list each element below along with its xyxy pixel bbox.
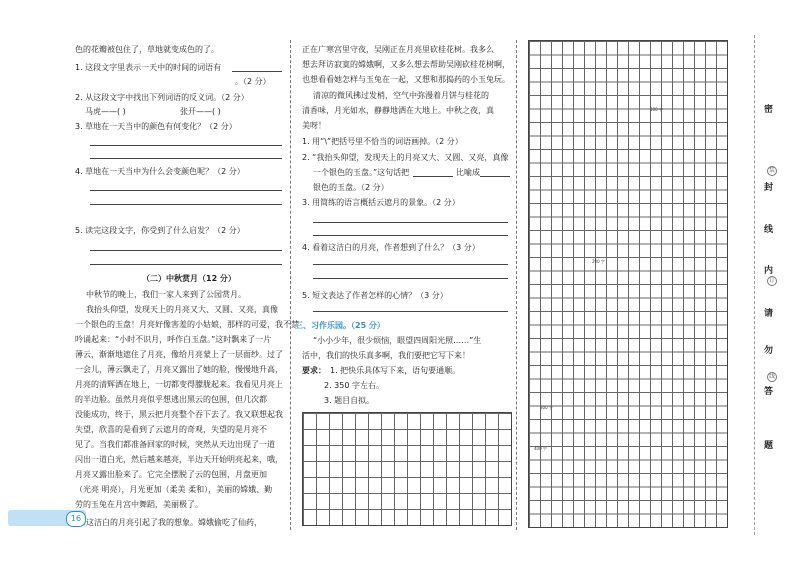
seal-circle: 线 [768,373,775,380]
passage-line: 我抬头仰望，发现天上的月亮又大、又圆、又亮，真像 [86,305,278,314]
passage-line: 薄云，渐渐地遮住了月亮，像给月亮蒙上了一层面纱。过了 [75,350,283,359]
passage-line: （光亮 明亮），月光更加（柔美 柔和），美丽的嫦娥、勤 [75,485,273,494]
passage-line: 劳的玉兔在月宫中舞蹈，美丽极了。 [75,500,203,509]
section-3-title: 三、习作乐园。（25 分） [295,321,385,330]
passage-line: 的半边脸。虽然月亮似乎想逃出黑云的包围，但几次都 [75,395,267,404]
antonym-b: 张开——( ) [180,107,221,116]
passage-line: 中秋节的晚上，我们一家人来到了公园赏月。 [86,290,246,299]
answer-line[interactable] [90,190,282,191]
question-3: 3. 草地在一天当中的颜色有何变化？（2 分） [75,122,237,131]
passage-line: 一会儿，薄云飘走了，月亮又露出了她的脸，慢慢地升高， [75,365,283,374]
question-3: 3. 用简练的语言概括云遮月的景象。（2 分） [302,198,460,207]
requirement-item: 3. 题目自拟。 [324,396,375,405]
answer-line[interactable] [90,158,282,159]
question-2-cont: 银色的玉盘。（2 分） [313,183,389,192]
question-2-cont: 一个银色的玉盘。”这句话把 [313,168,410,177]
page-number: 16 [66,511,86,527]
seal-line [754,35,755,535]
word-count-mark: 300 字 [540,405,553,410]
passage-line: 闪出一道白光，然后越来越亮，半边天开始明亮起来，哦， [75,455,283,464]
passage-line: 美呀！ [302,121,326,130]
passage-line: 清香味，月光如水，静静地洒在大地上。中秋之夜，真 [302,106,494,115]
answer-line[interactable] [232,71,282,72]
writing-prompt: “小小少年，很少烦恼，眼望四周阳光照……”生 [313,336,482,345]
passage-line: 没能成功，终于，黑云把月亮整个吞下去了。我又联想起我 [75,410,283,419]
answer-line[interactable] [313,311,508,312]
question-4: 4. 看着这洁白的月亮，作者想到了什么？（3 分） [302,243,480,252]
passage-line: 这洁白的月亮引起了我的想象。嫦娥偷吃了仙药， [86,518,262,527]
requirements-label: 要求： [302,366,326,375]
answer-line[interactable] [90,250,282,251]
word-count-mark: 400 字 [534,446,547,451]
writing-prompt: 活中，我们的快乐真多啊，我们要把它写下来！ [302,351,470,360]
answer-line[interactable] [90,145,282,146]
seal-char: 密 [764,105,774,115]
answer-line[interactable] [313,264,508,265]
seal-char: 答 [764,387,774,397]
seal-circle: 订 [768,277,775,284]
passage-line: 也想看看她怎样与玉兔在一起，又想和那捣药的小玉兔玩。 [302,75,510,84]
seal-char: 封 [764,183,774,193]
question-4: 4. 草地在一天当中为什么会变颜色呢？（2 分） [75,167,245,176]
seal-char: 题 [764,441,774,451]
passage-line: 月亮又露出脸来了。它完全摆脱了云的包围，月盘更加 [75,470,267,479]
question-1-score: 。（2 分） [235,77,271,86]
passage-line: 月亮的清辉洒在地上，一切都变得朦胧起来。我看见月亮上 [75,380,283,389]
answer-line[interactable] [313,222,508,223]
antonym-a: 马虎——( ) [85,107,126,116]
answer-line[interactable] [313,235,508,236]
seal-char: 内 [764,266,774,276]
composition-grid-large[interactable] [528,40,728,528]
seal-char: 勿 [764,346,774,356]
question-2: 2. “我抬头仰望，发现天上的月亮又大、又圆、又亮，真像 [302,153,509,162]
passage-line: 正在广寒宫里守夜，吴刚正在月亮里砍桂花树。我多么 [302,45,494,54]
word-count-mark: 100 字 [650,107,663,112]
composition-grid-small[interactable] [302,412,512,526]
answer-line[interactable] [313,278,508,279]
seal-char: 线 [764,225,774,235]
question-2-cont: 比喻成 [456,168,480,177]
word-count-mark: 200 字 [592,259,605,264]
question-2: 2. 从这段文字中找出下列词语的反义词。（2 分） [75,93,249,102]
answer-line[interactable] [90,204,282,205]
passage-line: 清凉的微风拂过发梢，空气中弥漫着月饼与桂花的 [313,91,489,100]
answer-line[interactable] [480,176,510,177]
column-divider [516,40,517,530]
passage-line: 一个银色的玉盘！月亮好像害羞的小姑娘，那样的可爱，我不禁 [75,320,299,329]
passage-line: 见了。当我们都准备回家的时候，突然从天边出现了一道 [75,440,275,449]
passage-end-line: 色的花瓣被包住了，草地就变成色的了。 [75,45,219,54]
answer-line[interactable] [413,176,453,177]
question-5: 5. 读完这段文字，你受到了什么启发？（2 分） [75,226,245,235]
section-2-title: （二）中秋赏月（12 分） [142,274,236,283]
passage-line: 吟诵起来：“小时不识月，呼作白玉盘。”这时飘来了一片 [75,335,272,344]
answer-line[interactable] [90,264,282,265]
requirement-item: 2. 350 字左右。 [324,381,384,390]
question-1: 1. 用“\”把括号里不恰当的词语画掉。（2 分） [302,137,463,146]
question-1: 1. 这段文字里表示一天中的时间的词语有 [75,63,222,72]
passage-line: 失望，欣喜的是看到了云遮月的奇观，失望的是月亮不 [75,425,267,434]
seal-circle: 装 [768,167,775,174]
seal-char: 请 [764,309,774,319]
passage-line: 想去拜访寂寞的嫦娥啊，又多么想去帮助吴刚砍桂花树啊， [302,60,510,69]
requirement-item: 1. 把快乐具体写下来，语句要通顺。 [330,366,461,375]
question-5: 5. 短文表达了作者怎样的心情？（3 分） [302,291,448,300]
column-divider [290,40,291,530]
